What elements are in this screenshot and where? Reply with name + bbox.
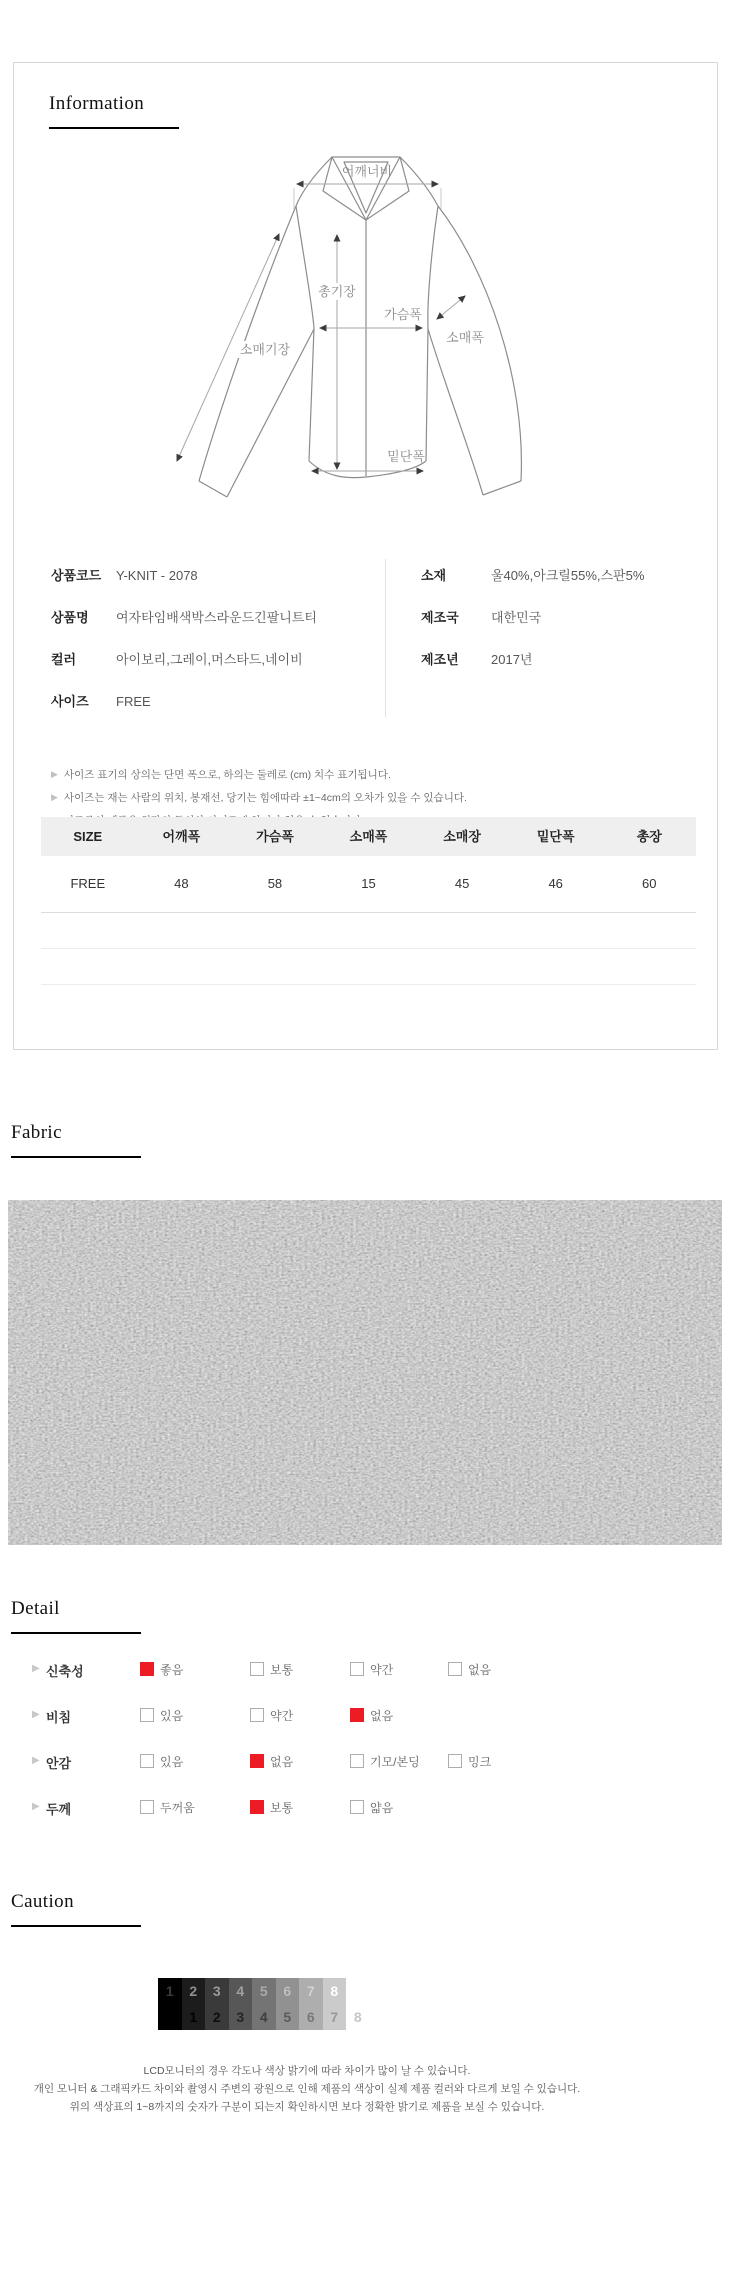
detail-row-lining (0, 1740, 730, 1786)
size-cell: 45 (454, 876, 470, 891)
brightness-scale-top-row (158, 1978, 370, 2004)
size-col-header: 소매장 (443, 829, 481, 844)
chest-width-label: 가슴폭 (384, 307, 422, 322)
shoulder-width-label: 어깨너비 (341, 164, 393, 179)
caution-line: LCD모니터의 경우 각도나 색상 밝기에 따라 차이가 많이 날 수 있습니다. (143, 2065, 471, 2077)
detail-option (350, 1707, 393, 1724)
size-cell: 15 (361, 876, 376, 891)
size-col-header: 밑단폭 (536, 829, 575, 844)
size-col-header: SIZE (73, 829, 103, 844)
checkbox-icon (250, 1708, 264, 1722)
spec-label: 사이즈 (51, 694, 89, 709)
detail-row-label: 안감 (46, 1756, 72, 1771)
scale-cell (158, 2004, 182, 2030)
spec-label: 상품코드 (51, 568, 102, 583)
hem-width-label: 밑단폭 (387, 449, 425, 464)
spec-value: 울40%,아크릴55%,스판5% (491, 568, 645, 583)
checkbox-checked-icon (350, 1708, 364, 1722)
checkbox-icon (448, 1754, 462, 1768)
spec-row-color (14, 639, 385, 681)
note-line (51, 786, 467, 809)
caution-title: Caution (11, 1891, 74, 1912)
information-underline (49, 127, 179, 129)
checkbox-icon (140, 1708, 154, 1722)
detail-option (250, 1707, 293, 1724)
option-label: 있음 (160, 1755, 184, 1769)
triangle-bullet-icon: ▶ (32, 1709, 40, 1720)
checkbox-icon (350, 1662, 364, 1676)
checkbox-icon (350, 1800, 364, 1814)
option-label: 보통 (270, 1801, 294, 1815)
total-length-label: 총기장 (318, 284, 356, 299)
detail-option (140, 1707, 183, 1724)
detail-row-sheerness (0, 1694, 730, 1740)
scale-cell: 4 (229, 1978, 253, 2004)
option-label: 밍크 (468, 1755, 492, 1769)
detail-row-elasticity (0, 1648, 730, 1694)
caution-underline (11, 1925, 141, 1927)
detail-option (350, 1753, 420, 1770)
scale-cell: 2 (205, 2004, 229, 2030)
size-cell: 58 (267, 876, 283, 891)
sleeve-length-label: 소매기장 (239, 342, 291, 357)
detail-option (448, 1753, 491, 1770)
spec-row-name (14, 597, 385, 639)
detail-row-label: 비침 (46, 1710, 72, 1725)
checkbox-icon (448, 1662, 462, 1676)
scale-cell: 3 (229, 2004, 253, 2030)
scale-cell: 6 (299, 2004, 323, 2030)
scale-cell: 7 (299, 1978, 323, 2004)
note-line (51, 763, 467, 786)
spec-row-size (14, 681, 385, 723)
fabric-noise (8, 1200, 722, 1545)
information-title: Information (49, 93, 145, 114)
option-label: 좋음 (160, 1663, 184, 1677)
checkbox-checked-icon (250, 1754, 264, 1768)
detail-option (250, 1661, 293, 1678)
spec-value: FREE (116, 694, 151, 709)
scale-cell: 8 (323, 1978, 347, 2004)
size-cell: 60 (642, 876, 657, 891)
detail-row-label: 두께 (46, 1802, 72, 1817)
checkbox-icon (140, 1754, 154, 1768)
scale-cell: 5 (252, 1978, 276, 2004)
detail-option (448, 1661, 491, 1678)
scale-cell: 3 (205, 1978, 229, 2004)
note-text: 사이즈는 재는 사람의 위치, 봉재선, 당기는 힘에따라 ±1~4cm의 오차가 있을 수 있습니다. (63, 792, 467, 804)
triangle-bullet-icon: ▶ (51, 769, 58, 779)
size-cell: 48 (174, 876, 189, 891)
spec-value: Y-KNIT - 2078 (116, 568, 198, 583)
checkbox-checked-icon (250, 1800, 264, 1814)
option-label: 있음 (160, 1709, 184, 1723)
detail-option (140, 1661, 183, 1678)
detail-option (250, 1753, 293, 1770)
size-col-header: 어깨폭 (162, 829, 201, 844)
detail-option (350, 1799, 393, 1816)
caution-line: 개인 모니터 & 그래픽카드 차이와 촬영시 주변의 광원으로 인해 제품의 색상이 실제 제품 컬러와 다르게 보일 수 있습니다. (33, 2083, 581, 2095)
triangle-bullet-icon: ▶ (32, 1663, 40, 1674)
detail-title: Detail (11, 1598, 60, 1619)
option-label: 두꺼움 (160, 1801, 195, 1815)
checkbox-icon (140, 1800, 154, 1814)
spec-row-country (385, 597, 717, 639)
brightness-scale (158, 1978, 370, 2030)
spec-row-year (385, 639, 717, 681)
caution-line: 위의 색상표의 1~8까지의 숫자가 구분이 되는지 확인하시면 보다 정확한 밝기로 제품을 보실 수 있습니다. (69, 2101, 545, 2113)
spec-value: 아이보리,그레이,머스타드,네이비 (116, 652, 303, 667)
detail-option (140, 1753, 183, 1770)
triangle-bullet-icon: ▶ (32, 1755, 40, 1766)
option-label: 보통 (270, 1663, 294, 1677)
detail-option (140, 1799, 195, 1816)
spec-label: 제조년 (421, 652, 459, 667)
detail-row-thickness (0, 1786, 730, 1832)
spec-value: 대한민국 (491, 610, 542, 625)
fabric-swatch-image (8, 1200, 722, 1545)
product-spec-table (14, 555, 717, 723)
scale-cell: 2 (182, 1978, 206, 2004)
scale-cell (346, 1978, 370, 2004)
information-box (13, 62, 718, 1050)
spec-label: 소재 (421, 568, 447, 583)
size-cell: FREE (70, 876, 106, 891)
brightness-scale-bottom-row (158, 2004, 370, 2030)
fabric-underline (11, 1156, 141, 1158)
detail-option (350, 1661, 393, 1678)
size-col-header: 소매폭 (349, 829, 388, 844)
caution-captions (0, 2062, 614, 2116)
detail-attribute-grid (0, 1648, 730, 1832)
checkbox-checked-icon (140, 1662, 154, 1676)
size-cell: 46 (548, 876, 563, 891)
option-label: 약간 (370, 1663, 394, 1677)
triangle-bullet-icon: ▶ (32, 1801, 40, 1812)
size-table-row (41, 856, 696, 913)
spec-row-material (385, 555, 717, 597)
spec-label: 제조국 (421, 610, 459, 625)
scale-cell: 6 (276, 1978, 300, 2004)
spec-value: 2017년 (491, 652, 533, 667)
checkbox-icon (350, 1754, 364, 1768)
spec-label: 컬러 (51, 652, 77, 667)
scale-cell: 1 (182, 2004, 206, 2030)
detail-row-label: 신축성 (46, 1664, 84, 1679)
spec-row-code (14, 555, 385, 597)
size-table (41, 817, 696, 985)
option-label: 기모/본딩 (370, 1755, 420, 1769)
option-label: 없음 (270, 1755, 294, 1769)
size-table-empty-row (41, 913, 696, 949)
scale-cell: 7 (323, 2004, 347, 2030)
option-label: 약간 (270, 1709, 294, 1723)
scale-cell: 1 (158, 1978, 182, 2004)
triangle-bullet-icon: ▶ (51, 792, 58, 802)
scale-cell: 8 (346, 2004, 370, 2030)
option-label: 없음 (468, 1663, 492, 1677)
measurement-lines (177, 184, 465, 471)
shirt-outline (199, 157, 521, 497)
spec-value: 여자타임배색박스라운드긴팔니트티 (116, 610, 317, 625)
sleeve-width-label: 소매폭 (446, 330, 484, 345)
option-label: 얇음 (370, 1801, 394, 1815)
fabric-title: Fabric (11, 1122, 62, 1143)
size-col-header: 총장 (636, 829, 662, 844)
option-label: 없음 (370, 1709, 394, 1723)
size-table-header (41, 817, 696, 856)
note-text: 사이즈 표기의 상의는 단면 폭으로, 하의는 둘레로 (cm) 치수 표기됩니다. (63, 769, 391, 781)
scale-cell: 4 (252, 2004, 276, 2030)
scale-cell: 5 (276, 2004, 300, 2030)
garment-measurement-diagram (101, 143, 621, 513)
detail-underline (11, 1632, 141, 1634)
size-table-empty-row (41, 949, 696, 985)
checkbox-icon (250, 1662, 264, 1676)
spec-label: 상품명 (51, 610, 89, 625)
size-col-header: 가슴폭 (256, 829, 294, 844)
detail-option (250, 1799, 293, 1816)
